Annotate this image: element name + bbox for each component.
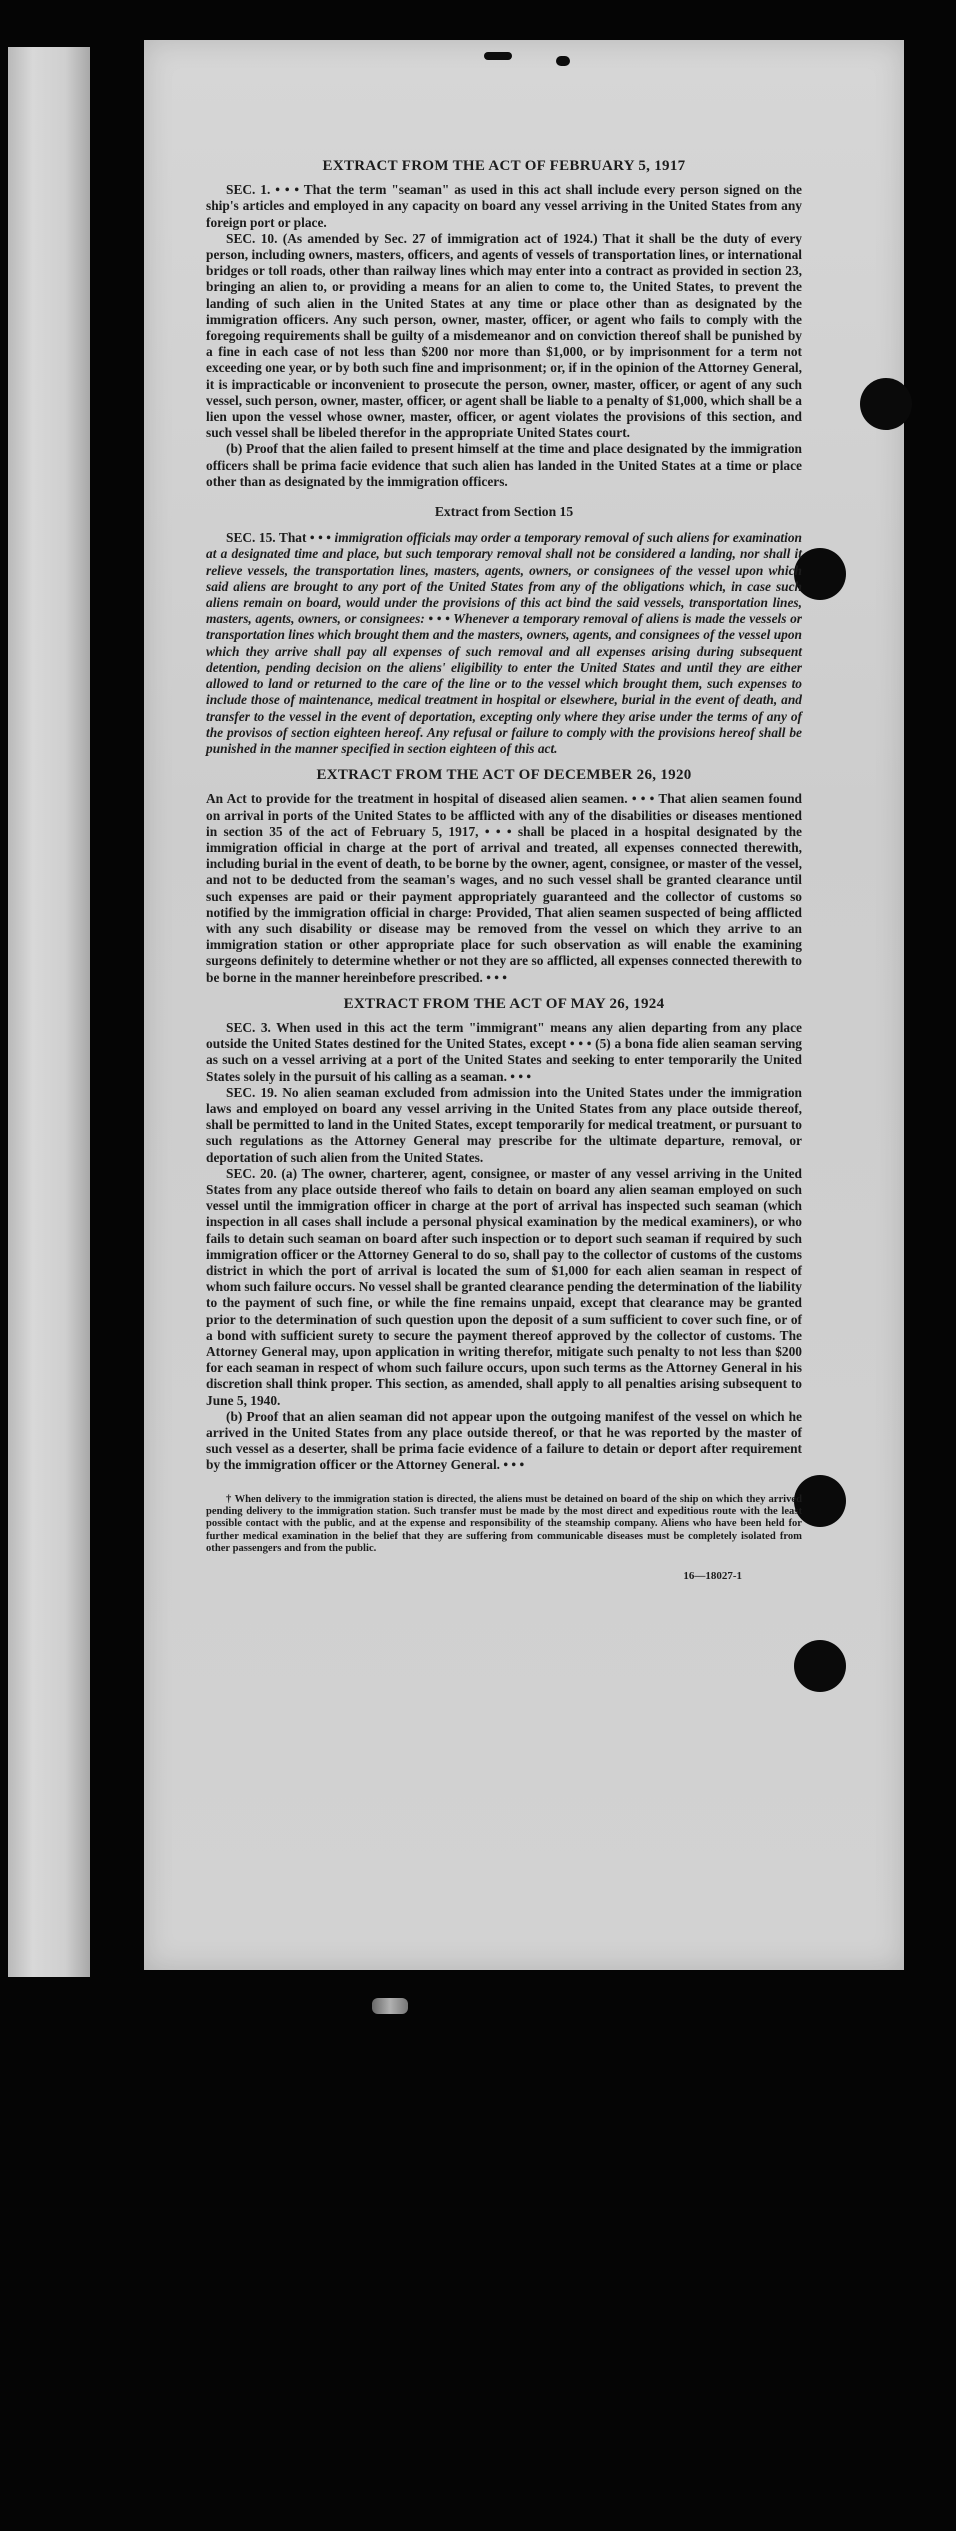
paper-mark bbox=[556, 56, 570, 66]
paragraph-act-1920: An Act to provide for the treatment in hospital of diseased alien seamen. • • • That alien seamen found on arrival in ports of the United States to be afflicted with any of the disabilities or diseases mentioned in section 35 of the act of February 5, 1917, • • • shall be placed in a hospital designated by the immigration official in charge at the port of arrival and treated, all expenses connected therewith, including burial in the event of death, to be borne by the owner, agent, consignee, or master of the vessel, and not to be deducted from the seaman's wages, and no such vessel shall be granted clearance until such expenses are paid or their payment appropriately guaranteed and the collector of customs so notified by the immigration official in charge: Provided, That alien seamen suspected of being afflicted with any such disability or disease may be removed from the vessel on which they arrive to an immigration station or other appropriate place for such observation as will enable the examining surgeons definitely to determine whether or not they are so afflicted, all expenses connected therewith to be borne in the manner hereinbefore prescribed. • • • bbox=[206, 791, 802, 985]
document-body bbox=[206, 148, 802, 1584]
heading-act-1917: EXTRACT FROM THE ACT OF FEBRUARY 5, 1917 bbox=[322, 158, 686, 174]
heading-act-1924: EXTRACT FROM THE ACT OF MAY 26, 1924 bbox=[343, 995, 665, 1012]
footnote: † When delivery to the immigration station is directed, the aliens must be detained on board of the ship on which they arrived pending delivery to the immigration station. Such transfer must be made by the most direct and expeditious route with the least possible contact with the public, and at the expense and responsibility of the steamship company. Aliens who have been held for further medical examination in the belief that they are suffering from communicable diseases must be completely isolated from other passengers and from the public. bbox=[206, 1493, 802, 1555]
punch-hole bbox=[860, 378, 912, 430]
paragraph-sec3: SEC. 3. When used in this act the term "immigrant" means any alien departing from any place outside the United States destined for the United States, except • • • (5) a bona fide alien seaman serving as such on a vessel arriving at a port of the United States and seeking to enter temporarily the United States solely in the pursuit of his calling as a seaman. • • • bbox=[206, 1019, 802, 1084]
paragraph-sec20: SEC. 20. (a) The owner, charterer, agent, consignee, or master of any vessel arriving in the United States from any place outside thereof who fails to detain on board any alien seaman employed on such vessel until the immigration officer in charge at the port of arrival has inspected such seaman (which inspection in all cases shall include a personal physical examination by the medical examiners), or who fails to detain such seaman on board after such inspection or to deport such seaman if required by such immigration officer or the Attorney General to do so, shall pay to the collector of customs of the customs district in which the port of arrival is located the sum of $1,000 for each alien seaman in respect of whom such failure occurs. No vessel shall be granted clearance pending the determination of the liability to the payment of such fine, or while the fine remains unpaid, except that clearance may be granted prior to the determination of such question upon the deposit of a sum sufficient to cover such fine, or of a bond with sufficient surety to secure the payment thereof approved by the collector of customs. The Attorney General may, upon application in writing therefor, mitigate such penalty to not less than $200 for each seaman in respect of whom such failure occurs, upon such terms as the Attorney General in his discretion shall think proper. This section, as amended, shall apply to all penalties arising subsequent to June 5, 1940. bbox=[206, 1165, 802, 1408]
paragraph-sec10: SEC. 10. (As amended by Sec. 27 of immigration act of 1924.) That it shall be the duty of every person, including owners, masters, officers, and agents of vessels of transportation lines, or international bridges or toll roads, other than railway lines which may enter into a contract as provided in section 23, bringing an alien to, or providing a means for an alien to come to, the United States, to prevent the landing of such alien in the United States at any time or place other than as designated by the immigration officers. Any such person, owner, master, officer, or agent who fails to comply with the foregoing requirements shall be guilty of a misdemeanor and on conviction thereof shall be punished by a fine in each case of not less than $200 nor more than $1,000, or by imprisonment for a term not exceeding one year, or by both such fine and imprisonment; or, if in the opinion of the Attorney General, it is impracticable or inconvenient to prosecute the person, owner, master, officer, or agent of any such vessel, such person, owner, master, officer, or agent shall be liable to a penalty of $1,000, which shall be a lien upon the vessel whose owner, master, officer, or agent violates the provisions of this section, and such vessel shall be libeled therefor in the appropriate United States court. bbox=[206, 230, 802, 441]
document-page bbox=[144, 40, 904, 1970]
sec15-text: immigration officials may order a temporary removal of such aliens for examination at a designated time and place, but such temporary removal shall not be considered a landing, nor shall it relieve vessels, the transportation lines, masters, agents, owners, or consignees of the vessel upon which said aliens are brought to any port of the United States from any of the obligations which, in case such aliens remain on board, would under the provisions of this act bind the said vessels, transportation lines, masters, agents, owners, or consignees: • • • Whenever a temporary removal of aliens is made the vessels or transportation lines which brought them and the masters, owners, agents, and consignees of the vessel upon which they arrive shall pay all expenses of such removal and all expenses arising during subsequent detention, pending decision on the aliens' eligibility to enter the United States and until they are either allowed to land or returned to the care of the line or to the vessel which brought them, such expenses to include those of maintenance, medical treatment in hospital or elsewhere, burial in the event of death, and transfer to the vessel in the event of deportation, excepting only where they arise under the terms of any of the provisos of section eighteen hereof. Any refusal or failure to comply with the provisions hereof shall be punished in the manner specified in section eighteen of this act. bbox=[206, 530, 802, 756]
paragraph-sec20b: (b) Proof that an alien seaman did not appear upon the outgoing manifest of the vessel on which he arrived in the United States from any place outside thereof, or that he was reported by the master of such vessel as a deserter, shall be prima facie evidence of a failure to detain or deport after requirement by the immigration officer or the Attorney General. • • • bbox=[206, 1408, 802, 1473]
adjacent-page-strip bbox=[8, 47, 90, 1977]
binder-clip bbox=[372, 1998, 408, 2014]
paper-mark bbox=[484, 52, 512, 60]
sec15-lead: SEC. 15. That • • • bbox=[226, 530, 331, 546]
paragraph-sec1: SEC. 1. • • • That the term "seaman" as used in this act shall include every person signed on the ship's articles and employed in any capacity on board any vessel arriving in the United States from any foreign port or place. bbox=[206, 182, 802, 230]
paragraph-sec10b: (b) Proof that the alien failed to present himself at the time and place designated by the immigration officers shall be prima facie evidence that such alien has landed in the United States at a time or place other than as designated by the immigration officers. bbox=[206, 441, 802, 489]
paragraph-sec15 bbox=[206, 530, 802, 757]
heading-act-1920: EXTRACT FROM THE ACT OF DECEMBER 26, 1920 bbox=[316, 767, 692, 784]
form-code: 16—18027-1 bbox=[683, 1569, 742, 1582]
paragraph-sec19: SEC. 19. No alien seaman excluded from admission into the United States under the immigration laws and employed on board any vessel arriving in the United States from any place outside thereof, shall be permitted to land in the United States, except temporarily for medical treatment, or pursuant to such regulations as the Attorney General may prescribe for the ultimate departure, removal, or deportation of such alien from the United States. bbox=[206, 1084, 802, 1165]
punch-hole bbox=[794, 1640, 846, 1692]
heading-section-15: Extract from Section 15 bbox=[434, 504, 574, 520]
